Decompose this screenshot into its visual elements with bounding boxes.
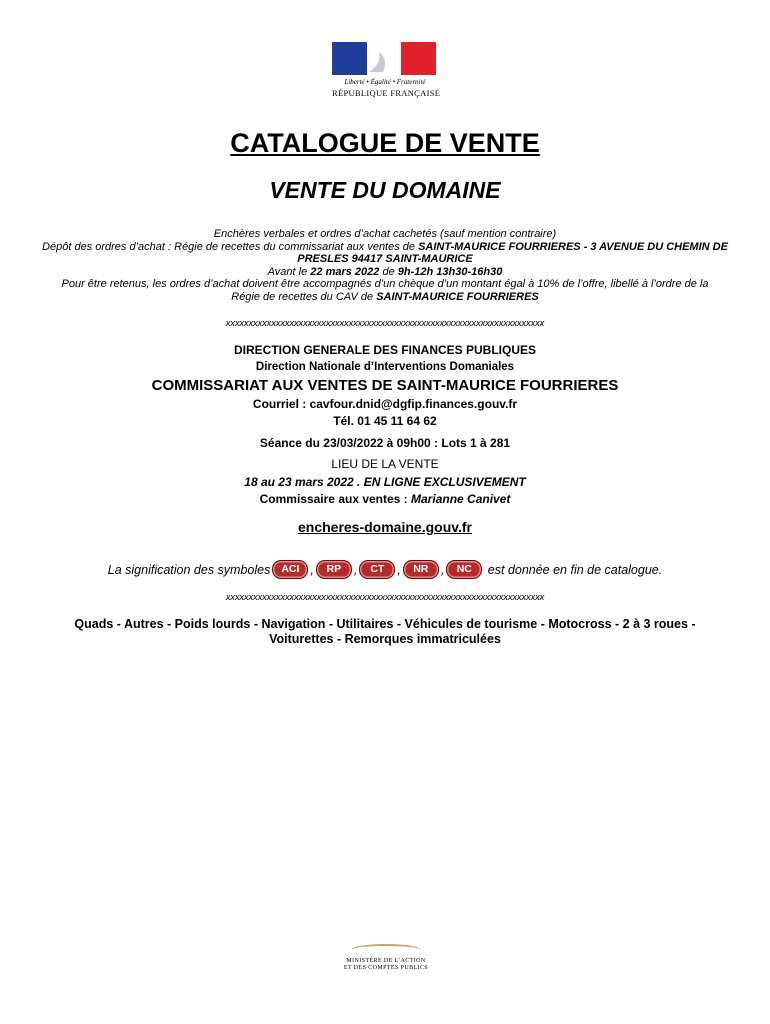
contact-email: Courriel : cavfour.dnid@dgfip.finances.gouv.fr [252, 397, 518, 411]
categories-list: Quads - Autres - Poids lourds - Navigation - Utilitaires - Véhicules de tourisme - Motocross - 2 à 3 roues - Voiturettes - Remorques immatriculées [74, 617, 696, 646]
deadline-hours: 9h-12h 13h30-16h30 [397, 265, 503, 278]
intro-block [0, 228, 770, 303]
intro-line-2: Dépôt des ordres d’achat : Régie de recettes du commissariat aux ventes de SAINT-MAURICE FOURRIERES - 3 AVENUE DU CHEMIN DE PRESLES 94417 SAINT-MAURICE [42, 240, 728, 265]
badge-rp: RP [316, 560, 352, 579]
separator-line: xxxxxxxxxxxxxxxxxxxxxxxxxxxxxxxxxxxxxxxxxxxxxxxxxxxxxxxxxxxxxxxxxxxxxx [225, 318, 545, 329]
venue-dates: 18 au 23 mars 2022 . EN LIGNE EXCLUSIVEMENT [244, 475, 526, 489]
intro-address: SAINT-MAURICE FOURRIERES - 3 AVENUE DU CHEMIN DE PRESLES 94417 SAINT-MAURICE [297, 240, 728, 265]
website-link[interactable]: encheres-domaine.gouv.fr [297, 519, 472, 535]
commissariat-title: COMMISSARIAT AUX VENTES DE SAINT-MAURICE FOURRIERES [151, 377, 619, 394]
commissioner-name: Marianne Canivet [411, 492, 511, 506]
symbols-legend: La signification des symboles ACI , RP , CT , NR , NC est donnée en fin de catalogue. [0, 560, 770, 579]
republique-francaise-logo [332, 42, 441, 100]
motto: Liberté • Égalité • Fraternité [344, 78, 426, 86]
contact-phone: Tél. 01 45 11 64 62 [333, 414, 437, 428]
direction-nationale: Direction Nationale d’Interventions Domaniales [255, 361, 515, 373]
deadline-date: 22 mars 2022 [310, 265, 380, 278]
venue-label: LIEU DE LA VENTE [331, 457, 439, 471]
intro-line-1: Enchères verbales et ordres d’achat cachetés (sauf mention contraire) [213, 228, 557, 240]
intro-regie: SAINT-MAURICE FOURRIERES [376, 290, 539, 303]
page-subtitle: VENTE DU DOMAINE [269, 177, 501, 203]
session-info: Séance du 23/03/2022 à 09h00 : Lots 1 à 281 [259, 436, 511, 450]
ministry-line-1: MINISTÈRE DE L’ACTION [346, 958, 426, 964]
badge-nc: NC [446, 560, 482, 579]
direction-generale: DIRECTION GENERALE DES FINANCES PUBLIQUES [233, 343, 537, 357]
commissioner: Commissaire aux ventes : Marianne Canivet [259, 492, 511, 506]
intro-line-3: Avant le 22 mars 2022 de 9h-12h 13h30-16h30 [267, 265, 503, 278]
page-title: CATALOGUE DE VENTE [230, 128, 540, 158]
ministry-arc-icon [351, 944, 421, 956]
separator-line-2: xxxxxxxxxxxxxxxxxxxxxxxxxxxxxxxxxxxxxxxxxxxxxxxxxxxxxxxxxxxxxxxxxxxxxx [225, 592, 545, 603]
intro-line-4: Pour être retenus, les ordres d’achat doivent être accompagnés d’un chèque d’un montant égal à 10% de l’offre, libellé à l’ordre de la Régie de recettes du CAV de SAINT-MAURICE FOURRIERES [61, 278, 709, 303]
badge-ct: CT [359, 560, 395, 579]
ministry-logo [336, 944, 436, 972]
ministry-line-2: ET DES COMPTES PUBLICS [343, 965, 429, 971]
republique-label: RÉPUBLIQUE FRANÇAISE [332, 88, 441, 98]
badge-nr: NR [403, 560, 439, 579]
symbols-suffix: est donnée en fin de catalogue. [484, 562, 663, 577]
symbols-prefix: La signification des symboles [107, 562, 271, 577]
marianne-flag-icon [332, 42, 436, 75]
badge-aci: ACI [272, 560, 308, 579]
